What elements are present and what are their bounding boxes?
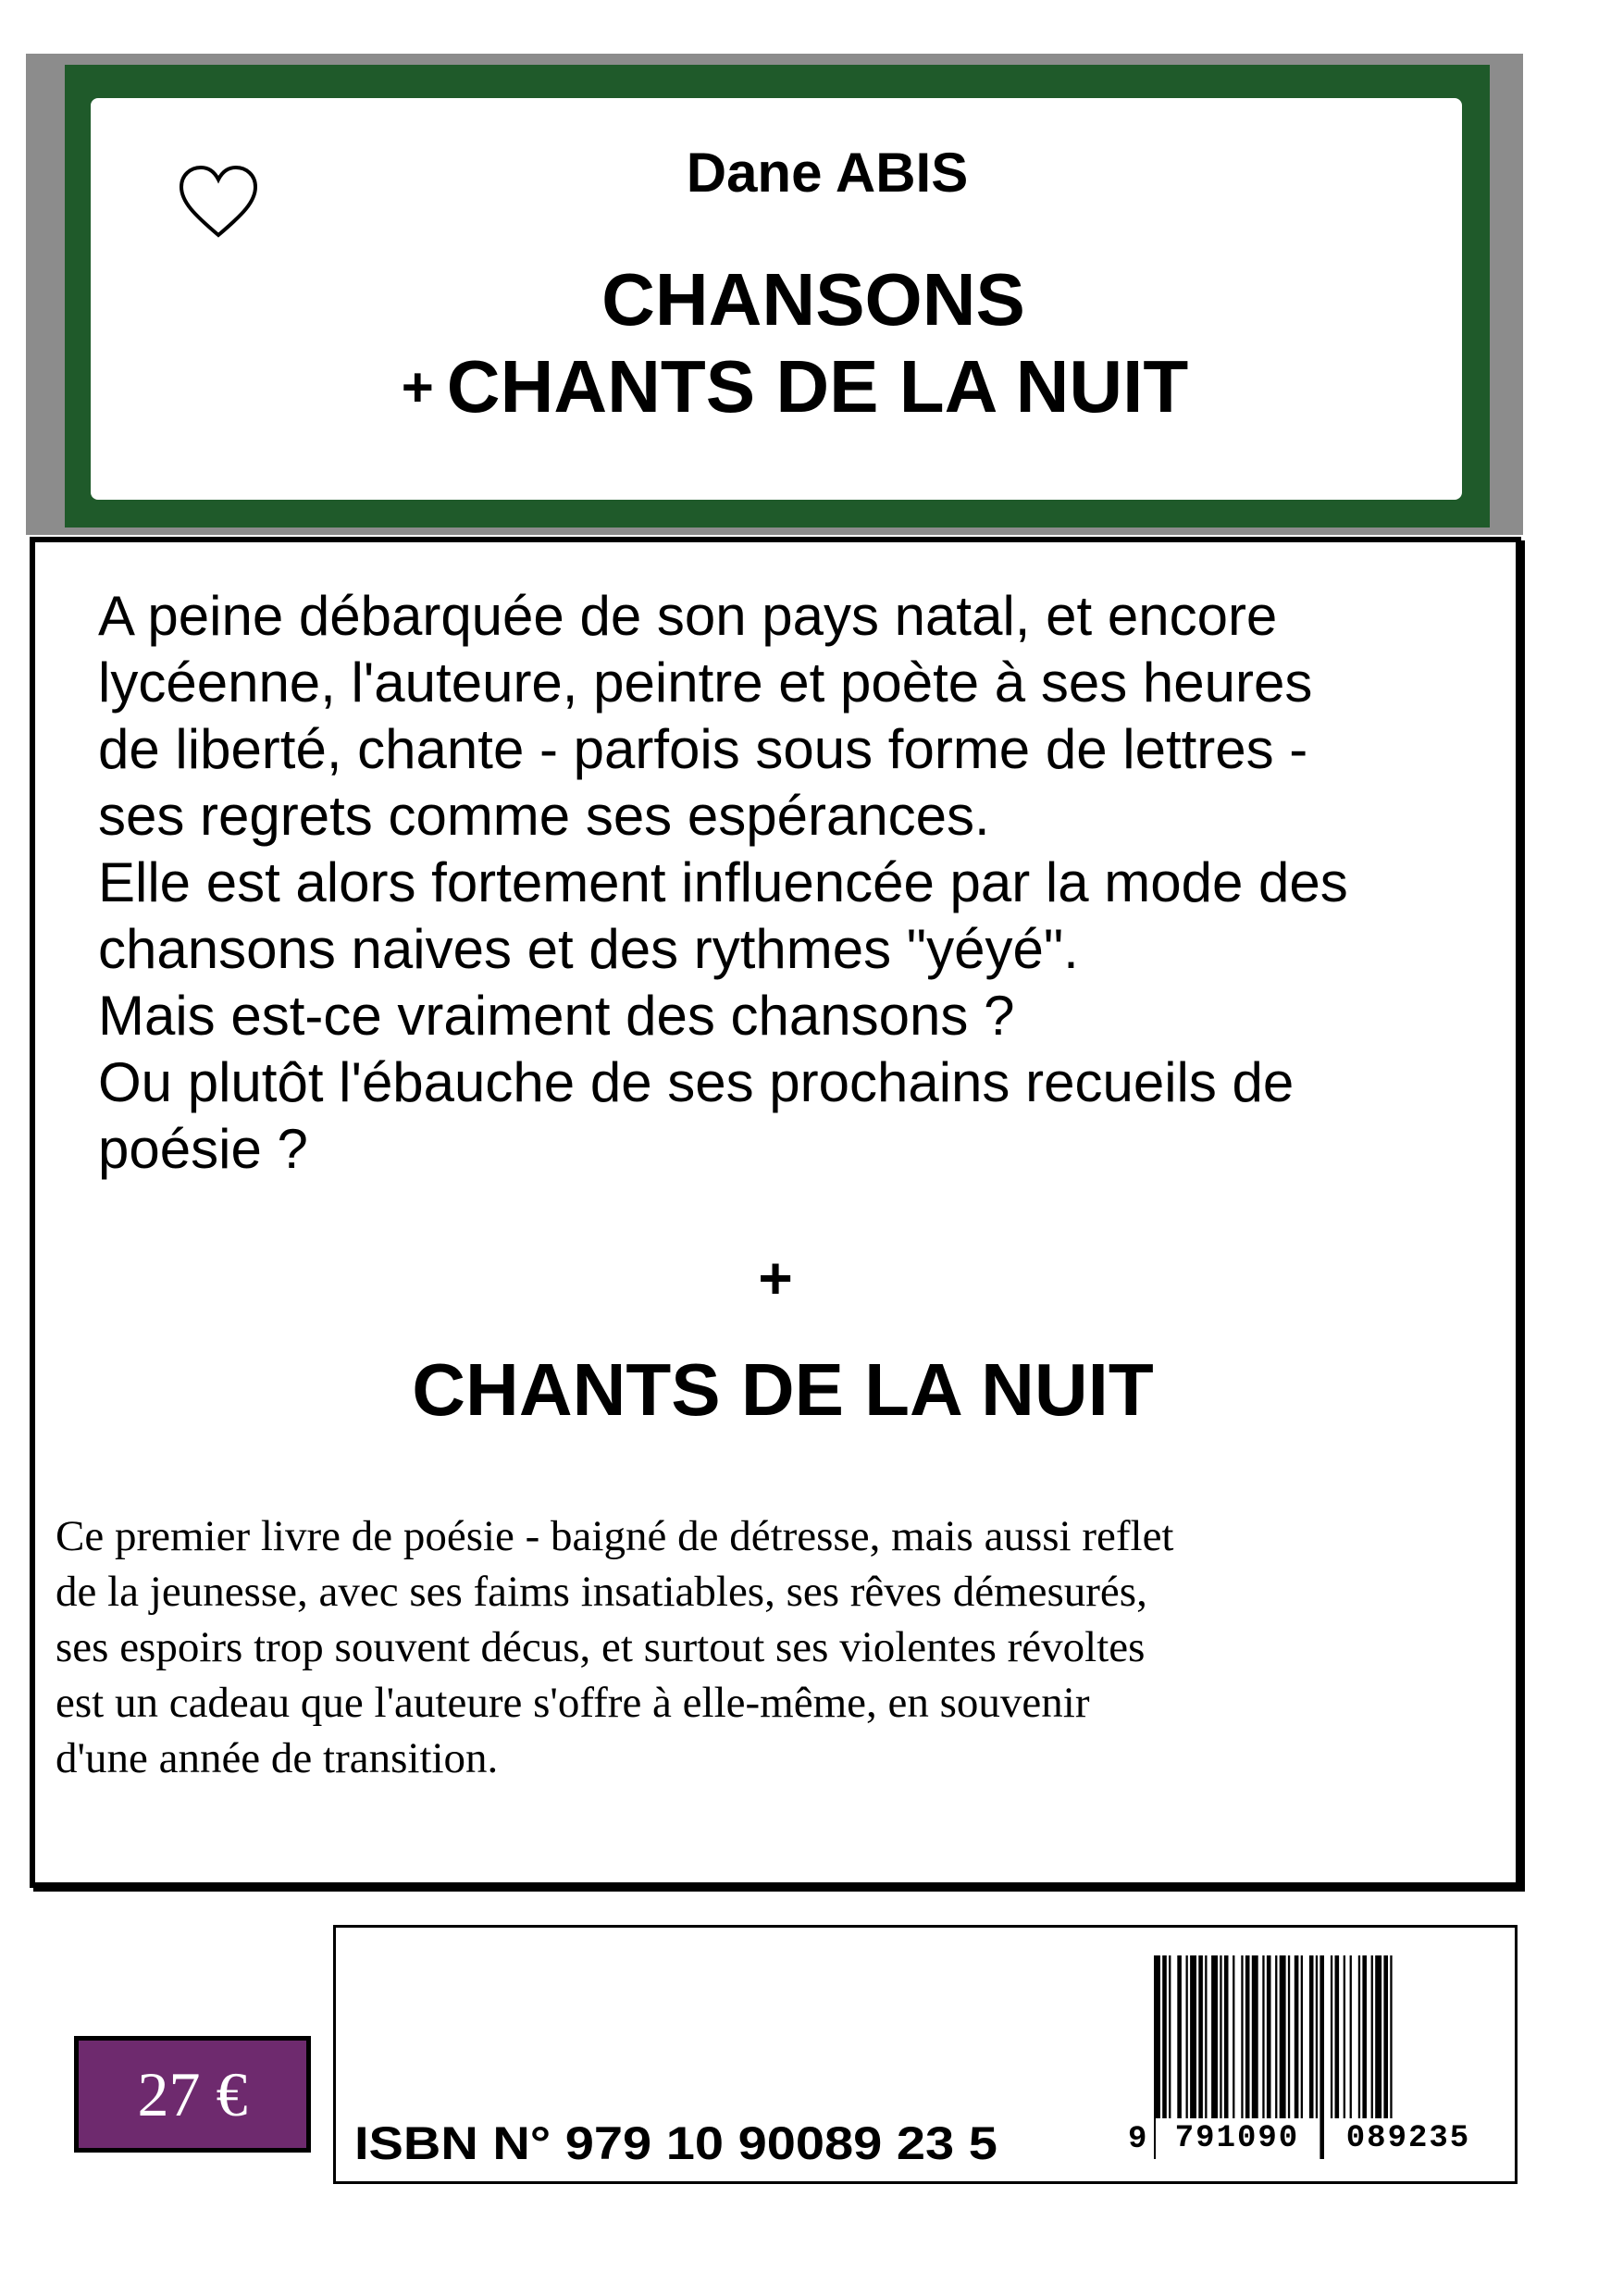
section-line: de la jeunesse, avec ses faims insatiables, ses rêves démesurés, <box>56 1568 1147 1616</box>
intro-line: lycéenne, l'auteure, peintre et poète à ses heures <box>98 652 1313 714</box>
intro-line: Mais est-ce vraiment des chansons ? <box>98 985 1015 1047</box>
section-line: d'une année de transition. <box>56 1734 499 1782</box>
subtitle-plus: + <box>401 356 434 418</box>
barcode-left-digits: 791090 <box>1156 2118 1319 2159</box>
section-separator-plus: + <box>758 1245 793 1311</box>
intro-line: Ou plutôt l'ébauche de ses prochains recueils de <box>98 1051 1295 1113</box>
description-panel <box>30 537 1521 1888</box>
isbn-number: ISBN N° 979 10 90089 23 5 <box>354 2117 997 2169</box>
intro-line: ses regrets comme ses espérances. <box>98 785 990 847</box>
intro-line: poésie ? <box>98 1118 308 1180</box>
intro-line: chansons naives et des rythmes "yéyé". <box>98 918 1079 980</box>
book-title: CHANSONS <box>601 258 1025 341</box>
title-plate-frame <box>26 54 1523 535</box>
intro-line: Elle est alors fortement influencée par la mode des <box>98 851 1348 913</box>
isbn-box <box>333 1925 1518 2184</box>
book-subtitle <box>91 344 1462 429</box>
barcode-right-digits: 089235 <box>1326 2118 1491 2159</box>
intro-paragraph <box>98 583 1486 1183</box>
section-line: est un cadeau que l'auteure s'offre à elle-même, en souvenir <box>56 1679 1090 1727</box>
intro-line: A peine débarquée de son pays natal, et encore <box>98 585 1278 647</box>
title-plate <box>91 98 1462 500</box>
price-tag: 27 € <box>74 2036 311 2153</box>
barcode-bar <box>1319 1955 1324 2159</box>
title-plate-green-border <box>65 65 1490 527</box>
section-paragraph <box>56 1508 1508 1786</box>
subtitle-text: CHANTS DE LA NUIT <box>446 345 1189 428</box>
section-title: CHANTS DE LA NUIT <box>412 1348 1154 1431</box>
section-line: Ce premier livre de poésie - baigné de détresse, mais aussi reflet <box>56 1512 1174 1560</box>
section-line: ses espoirs trop souvent décus, et surtout ses violentes révoltes <box>56 1623 1146 1671</box>
intro-line: de liberté, chante - parfois sous forme de lettres - <box>98 718 1308 780</box>
barcode <box>1128 1955 1500 2159</box>
author-name: Dane ABIS <box>686 142 969 204</box>
barcode-first-digit: 9 <box>1128 2122 1147 2157</box>
